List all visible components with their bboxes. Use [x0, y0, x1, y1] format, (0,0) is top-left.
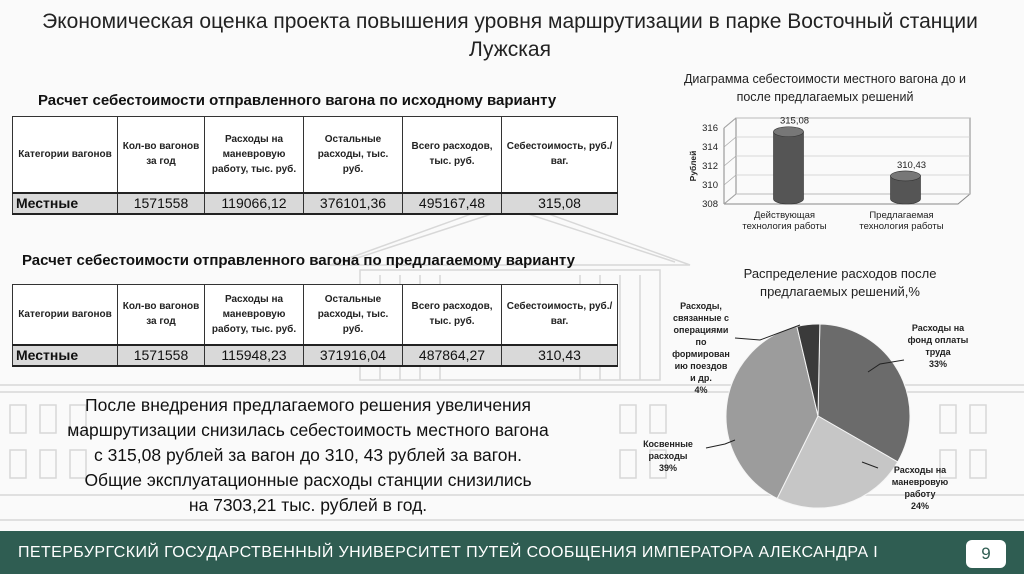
page-number: 9 — [966, 540, 1006, 568]
pie-label-payroll: Расходы на фонд оплаты труда 33% — [907, 323, 969, 369]
bar-chart-title: Диаграмма себестоимости местного вагона до и после предлагаемых решений — [683, 72, 967, 104]
col-header-cost: Себестоимость, руб./ваг. — [502, 285, 618, 345]
table-cell: 376101,36 — [304, 193, 403, 214]
conclusion-line: После внедрения предлагаемого решения увеличения — [85, 395, 531, 415]
pie-label-indirect: Косвенные расходы 39% — [643, 439, 693, 473]
pie-label-shunting: Расходы на маневровую работу 24% — [891, 465, 949, 511]
table-cell: 487864,27 — [403, 345, 502, 366]
x-category-label: технология работы — [742, 221, 827, 232]
x-category-label: технология работы — [859, 221, 944, 232]
bar-value-label: 315,08 — [779, 115, 810, 127]
conclusion-line: на 7303,21 тыс. рублей в год. — [188, 495, 428, 515]
table-cell: 315,08 — [502, 193, 618, 214]
y-tick-label: 310 — [702, 180, 718, 191]
y-tick-label: 314 — [702, 142, 718, 153]
y-axis-label: Рублей — [688, 150, 698, 182]
x-category-label: Действующая — [753, 210, 816, 221]
table-cell: 115948,23 — [205, 345, 304, 366]
col-header-category: Категории вагонов — [13, 117, 118, 193]
col-header-cost: Себестоимость, руб./ваг. — [502, 117, 618, 193]
table-cell: 495167,48 — [403, 193, 502, 214]
col-header-shunting: Расходы на маневровую работу, тыс. руб. — [205, 285, 304, 345]
col-header-other: Остальные расходы, тыс. руб. — [304, 285, 403, 345]
y-tick-label: 312 — [702, 161, 718, 172]
table-cell: 1571558 — [118, 345, 205, 366]
table-cell: 371916,04 — [304, 345, 403, 366]
table-cell: Местные — [13, 345, 118, 366]
pie-chart-title: Распределение расходов после предлагаемых решений,% — [743, 266, 937, 299]
table-1-heading: Расчет себестоимости отправленного вагона по исходному варианту — [38, 92, 557, 109]
col-header-total: Всего расходов, тыс. руб. — [403, 285, 502, 345]
table-cell: 119066,12 — [205, 193, 304, 214]
col-header-total: Всего расходов, тыс. руб. — [403, 117, 502, 193]
footer-university-name: ПЕТЕРБУРГСКИЙ ГОСУДАРСТВЕННЫЙ УНИВЕРСИТЕТ ПУТЕЙ СООБЩЕНИЯ ИМПЕРАТОРА АЛЕКСАНДРА I — [18, 544, 879, 561]
col-header-shunting: Расходы на маневровую работу, тыс. руб. — [205, 117, 304, 193]
table-2-heading: Расчет себестоимости отправленного вагона по предлагаемому варианту — [22, 252, 575, 269]
y-tick-label: 308 — [702, 199, 718, 210]
slide-title: Экономическая оценка проекта повышения уровня маршрутизации в парке Восточный станции Лужская — [42, 10, 978, 61]
col-header-category: Категории вагонов — [13, 285, 118, 345]
x-category-label: Предлагаемая — [869, 210, 934, 221]
footer-bar — [0, 531, 1024, 574]
pie-label-train-formation: Расходы, связанные с операциями по формирован ию поездов и др. 4% — [672, 301, 730, 395]
bar-value-label: 310,43 — [896, 159, 927, 171]
table-cell: 1571558 — [118, 193, 205, 214]
table-cell: 310,43 — [502, 345, 618, 366]
col-header-count: Кол-во вагонов за год — [118, 285, 205, 345]
table-cell: Местные — [13, 193, 118, 214]
col-header-count: Кол-во вагонов за год — [118, 117, 205, 193]
conclusion-line: с 315,08 рублей за вагон до 310, 43 рублей за вагон. — [93, 445, 523, 465]
col-header-other: Остальные расходы, тыс. руб. — [304, 117, 403, 193]
conclusion-line: Общие эксплуатационные расходы станции снизились — [84, 470, 532, 490]
y-tick-label: 316 — [702, 123, 718, 134]
conclusion-line: маршрутизации снизилась себестоимость местного вагона — [67, 420, 549, 440]
